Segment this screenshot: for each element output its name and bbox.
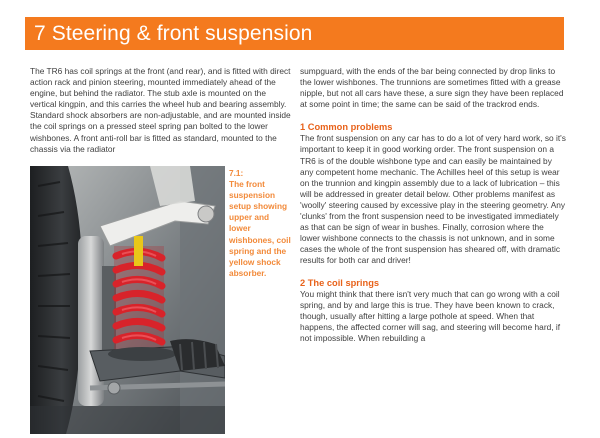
chapter-header-bar [25,17,564,50]
front-suspension-photo [30,166,225,434]
coil-springs-paragraph: You might think that there isn't very much that can go wrong with a coil spring, and by and large this is true. They have been known to crack, though, usually after hitting a large pothole at speed. When that happens, the affected corner will sag, and steering will become hard, if not impossible. When rebuilding a [300,288,561,343]
continuation-paragraph: sumpguard, with the ends of the bar being connected by drop links to the lower wishbones. The trunnions are sometimes fitted with a grease nipple, but not all cars have these, a sure sign they have been replaced at some point in time; the same can be said of the trackrod ends. [300,66,564,110]
left-column [30,66,292,155]
intro-paragraph: The TR6 has coil springs at the front (and rear), and is fitted with direct action rack and pinion steering, mounted immediately ahead of the engine, but behind the radiator. The stub axle is mounted on the vertical kingpin, and this carries the wheel hub and bearing assembly. Standard shock absorbers are non-adjustable, and are mounted inside the coil springs on a pressed steel spring pan bolted to the lower wishbones. A front anti-roll bar is fitted as standard, mounted to the chassis via the radiator [30,66,291,154]
common-problems-paragraph: The front suspension on any car has to do a lot of very hard work, so it's important to keep it in good working order. The front suspension on a TR6 is of the double wishbone type and can easily be maintained by any competent home mechanic. The Achilles heel of this setup is wear on the trunnion and kingpin assembly due to a lack of lubrication – this will be addressed in greater detail below. Other problems manifest as 'woolly' steering caused by excessive play in the steering geometry. Any 'clunks' from the front suspension need to be investigated immediately as that can be sign of wear in bushes. Finally, corrosion where the lower wishbone connects to the chassis is not unknown, and in some cases the whole of the front suspension has sheared off, with dramatic results for both car and driver! [300,133,566,266]
right-column [300,66,566,344]
figure-caption-text: The front suspension setup showing upper and lower wishbones, coil spring and the yellow shock absorber. [229,179,291,278]
suspension-illustration [30,166,225,434]
tyre-shape [30,166,82,434]
shock-absorber-shape [134,236,143,266]
section-heading-common-problems: 1 Common problems [300,122,393,133]
chapter-title: 7 Steering & front suspension [34,22,313,45]
section-heading-coil-springs: 2 The coil springs [300,277,380,288]
figure-caption [229,168,293,279]
figure-caption-number: 7.1: [229,168,244,178]
